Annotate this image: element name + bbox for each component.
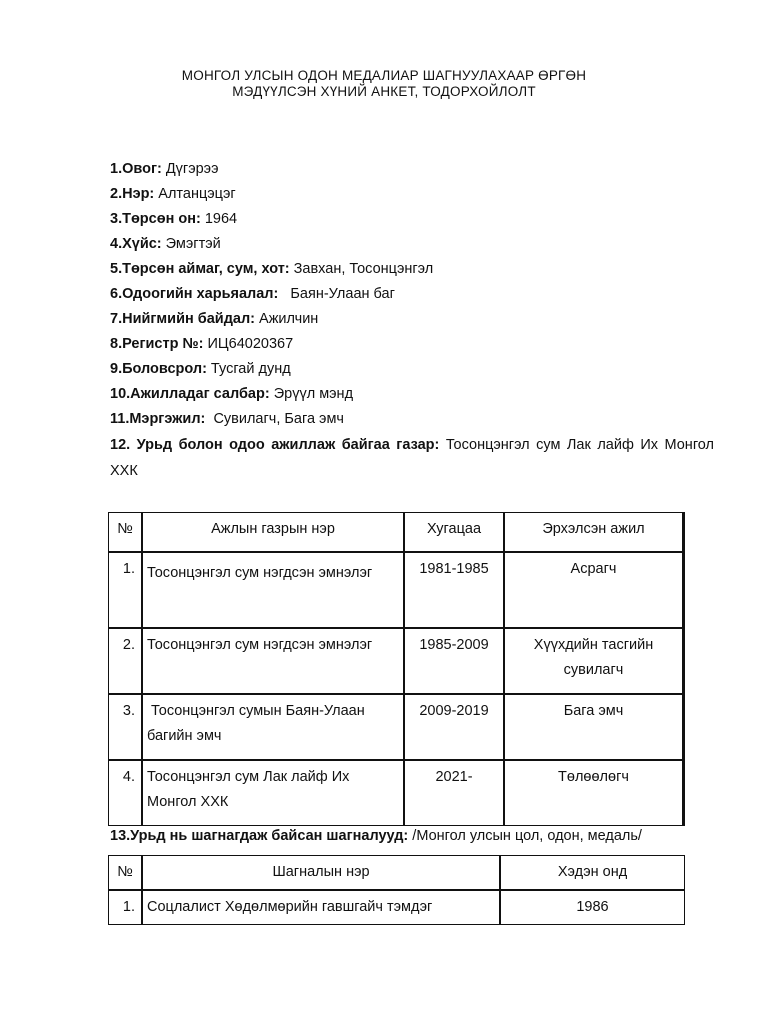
field-label: 12. Урьд болон одоо ажиллаж байгаа газар: [110,437,440,453]
row-number: 2. [108,628,142,694]
table-row [108,694,683,760]
column-header-number: № [108,855,142,890]
row-position: Асрагч [504,552,683,628]
field-label: 6.Одоогийн харьяалал: [110,286,279,302]
field-value: Эрүүл мэнд [269,386,354,402]
title-line-1: МОНГОЛ УЛСЫН ОДОН МЕДАЛИАР ШАГНУУЛАХААР ӨРГӨН [181,68,587,83]
table-header-row [108,512,683,552]
field-education [110,357,714,382]
field-label: 1.Овог: [110,161,162,177]
work-history-table [108,512,685,826]
row-period: 1981-1985 [404,552,504,628]
field-value: Дүгэрээ [161,161,219,177]
awards-table [108,855,685,925]
field-value: Эмэгтэй [161,236,221,252]
row-position: Төлөөлөгч [504,760,683,826]
row-number: 1. [108,552,142,628]
field-value: Завхан, Тосонцэнгэл [289,261,434,277]
field-label: 3.Төрсөн он: [110,211,201,227]
row-number: 3. [108,694,142,760]
row-workplace: Тосонцэнгэл сумын Баян-Улаан багийн эмч [142,694,404,760]
field-label: 8.Регистр №: [110,336,204,352]
row-period: 2021- [404,760,504,826]
field-value: Тосонцэнгэл сум Лак лайф Их Монгол ХХК [110,437,714,479]
row-workplace: Тосонцэнгэл сум нэгдсэн эмнэлэг [142,628,404,694]
personal-fields [110,157,714,484]
table-header-row [108,855,685,890]
field-label: 7.Нийгмийн байдал: [110,311,256,327]
column-header-award-name: Шагналын нэр [142,855,500,890]
row-award-name: Соцлалист Хөдөлмөрийн гавшгайч тэмдэг [142,890,500,925]
column-header-workplace: Ажлын газрын нэр [142,512,404,552]
field-gender [110,232,714,257]
section-13-awards-heading [110,828,642,844]
field-birth-year [110,207,714,232]
row-number: 1. [108,890,142,925]
section-13-label: 13.Урьд нь шагнагдаж байсан шагналууд: [110,828,409,844]
table-row [108,890,685,925]
row-position: Бага эмч [504,694,683,760]
field-label: 10.Ажилладаг салбар: [110,386,270,402]
field-name [110,182,714,207]
field-sector [110,382,714,407]
field-social-status [110,307,714,332]
field-label: 9.Боловсрол: [110,361,207,377]
field-workplace [110,432,714,484]
field-label: 5.Төрсөн аймаг, сум, хот: [110,261,290,277]
table-row [108,628,683,694]
field-label: 4.Хүйс: [110,236,162,252]
field-label: 2.Нэр: [110,186,155,202]
row-workplace-text: Тосонцэнгэл сум нэгдсэн эмнэлэг [147,565,373,581]
field-value: Алтанцэцэг [154,186,236,202]
field-value: Баян-Улаан баг [278,286,395,302]
field-value: ИЦ64020367 [203,336,294,352]
field-value: Сувилагч, Бага эмч [205,411,344,427]
document-title [0,68,768,100]
table-row [108,552,683,628]
field-profession [110,407,714,432]
field-birthplace [110,257,714,282]
section-13-value: /Монгол улсын цол, одон, медаль/ [408,828,642,844]
row-position: Хүүхдийн тасгийн сувилагч [504,628,683,694]
field-value: 1964 [200,211,238,227]
column-header-number: № [108,512,142,552]
title-line-2: МЭДҮҮЛСЭН ХҮНИЙ АНКЕТ, ТОДОРХОЙЛОЛТ [232,84,536,99]
column-header-position: Эрхэлсэн ажил [504,512,683,552]
row-year: 1986 [500,890,685,925]
field-value: Ажилчин [255,311,319,327]
field-surname [110,157,714,182]
row-workplace [142,552,404,628]
column-header-period: Хугацаа [404,512,504,552]
row-period: 2009-2019 [404,694,504,760]
field-label: 11.Мэргэжил: [110,411,206,427]
row-workplace: Тосонцэнгэл сум Лак лайф Их Монгол ХХК [142,760,404,826]
field-residence [110,282,714,307]
row-period: 1985-2009 [404,628,504,694]
table-row [108,760,683,826]
field-value: Тусгай дунд [206,361,291,377]
column-header-year: Хэдэн онд [500,855,685,890]
field-register-number [110,332,714,357]
row-number: 4. [108,760,142,826]
